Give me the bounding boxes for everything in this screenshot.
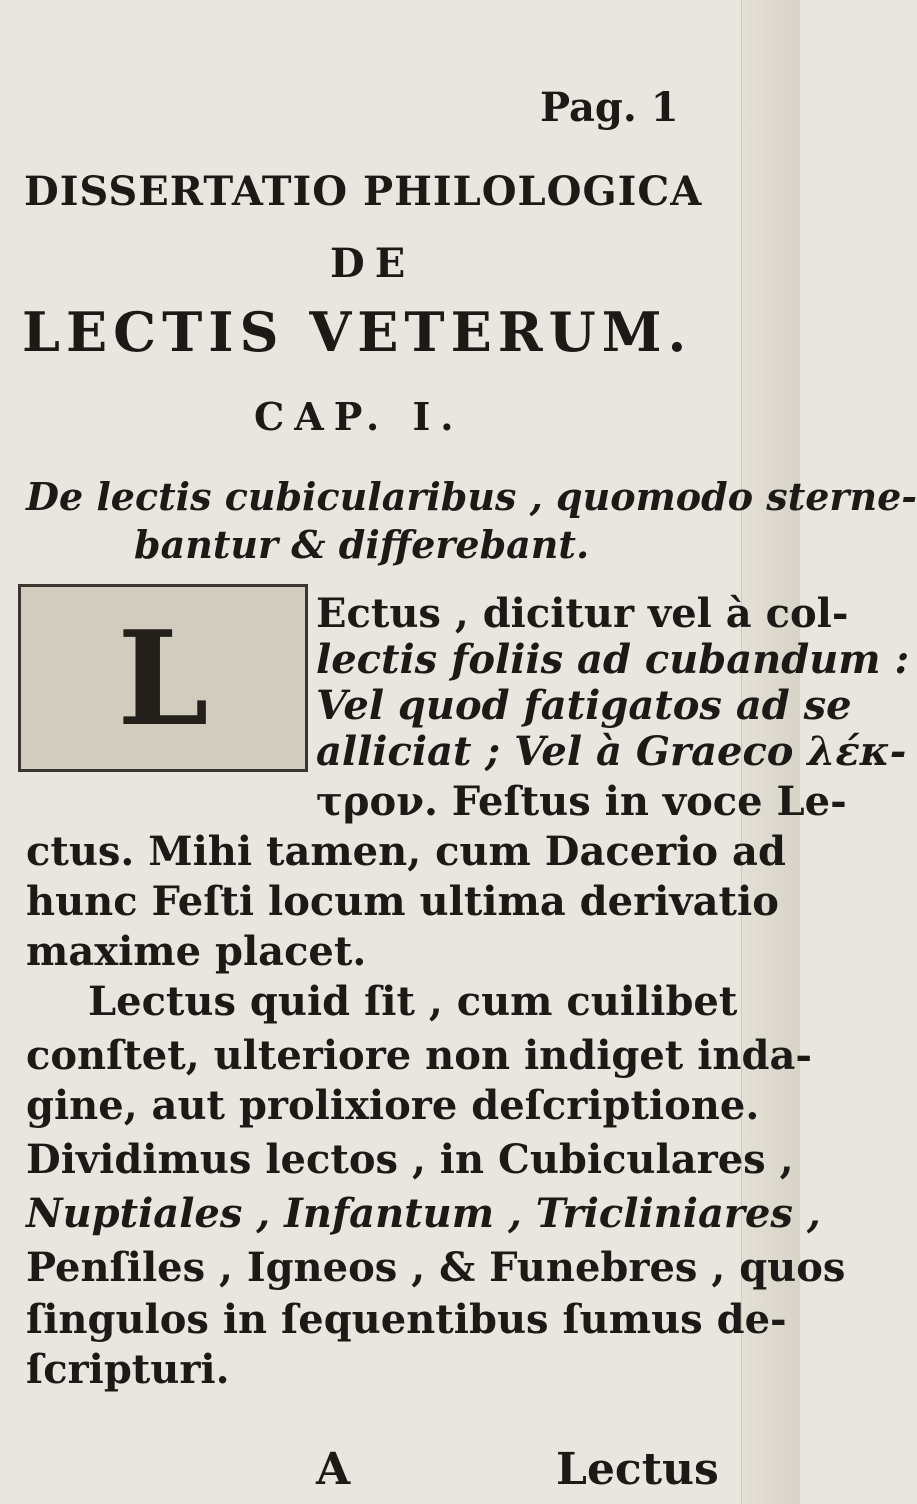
body-line-2: lectis foliis ad cubandum : [316, 636, 910, 683]
body-line-16: ſcripturi. [26, 1346, 230, 1393]
title-line-1: DISSERTATIO PHILOLOGICA [24, 168, 703, 215]
body-line-3: Vel quod fatigatos ad se [316, 682, 852, 729]
body-line-4: alliciat ; Vel à Graeco λέκ- [316, 728, 907, 775]
body-line-1: Ectus , dicitur vel à col- [316, 590, 849, 637]
body-line-15: ſingulos in ſequentibus ſumus de- [26, 1296, 787, 1343]
chapter-summary-line-2: bantur & differebant. [134, 522, 590, 567]
body-line-8: maxime placet. [26, 928, 367, 975]
body-line-13: Nuptiales , Infantum , Tricliniares , [26, 1190, 821, 1237]
title-line-3: LECTIS VETERUM. [22, 300, 693, 364]
signature-mark: A [316, 1444, 351, 1495]
chapter-summary-line-1: De lectis cubicularibus , quomodo sterne- [26, 474, 917, 519]
chapter-heading: CAP. I. [254, 394, 464, 439]
body-line-11: gine, aut prolixiore deſcriptione. [26, 1082, 760, 1129]
body-line-5: τρον. Feſtus in voce Le- [316, 778, 847, 825]
catchword: Lectus [556, 1444, 719, 1495]
body-line-9: Lectus quid ſit , cum cuilibet [88, 978, 738, 1025]
body-line-10: conſtet, ulteriore non indiget inda- [26, 1032, 812, 1079]
body-line-14: Penſiles , Igneos , & Funebres , quos [26, 1244, 846, 1291]
page-number: Pag. 1 [540, 84, 679, 131]
body-line-7: hunc Feſti locum ultima derivatio [26, 878, 779, 925]
body-line-12: Dividimus lectos , in Cubiculares , [26, 1136, 794, 1183]
title-line-2: DE [330, 240, 416, 287]
decorated-initial [18, 584, 308, 772]
initial-letter: L [117, 601, 209, 755]
body-line-6: ctus. Mihi tamen, cum Dacerio ad [26, 828, 786, 875]
